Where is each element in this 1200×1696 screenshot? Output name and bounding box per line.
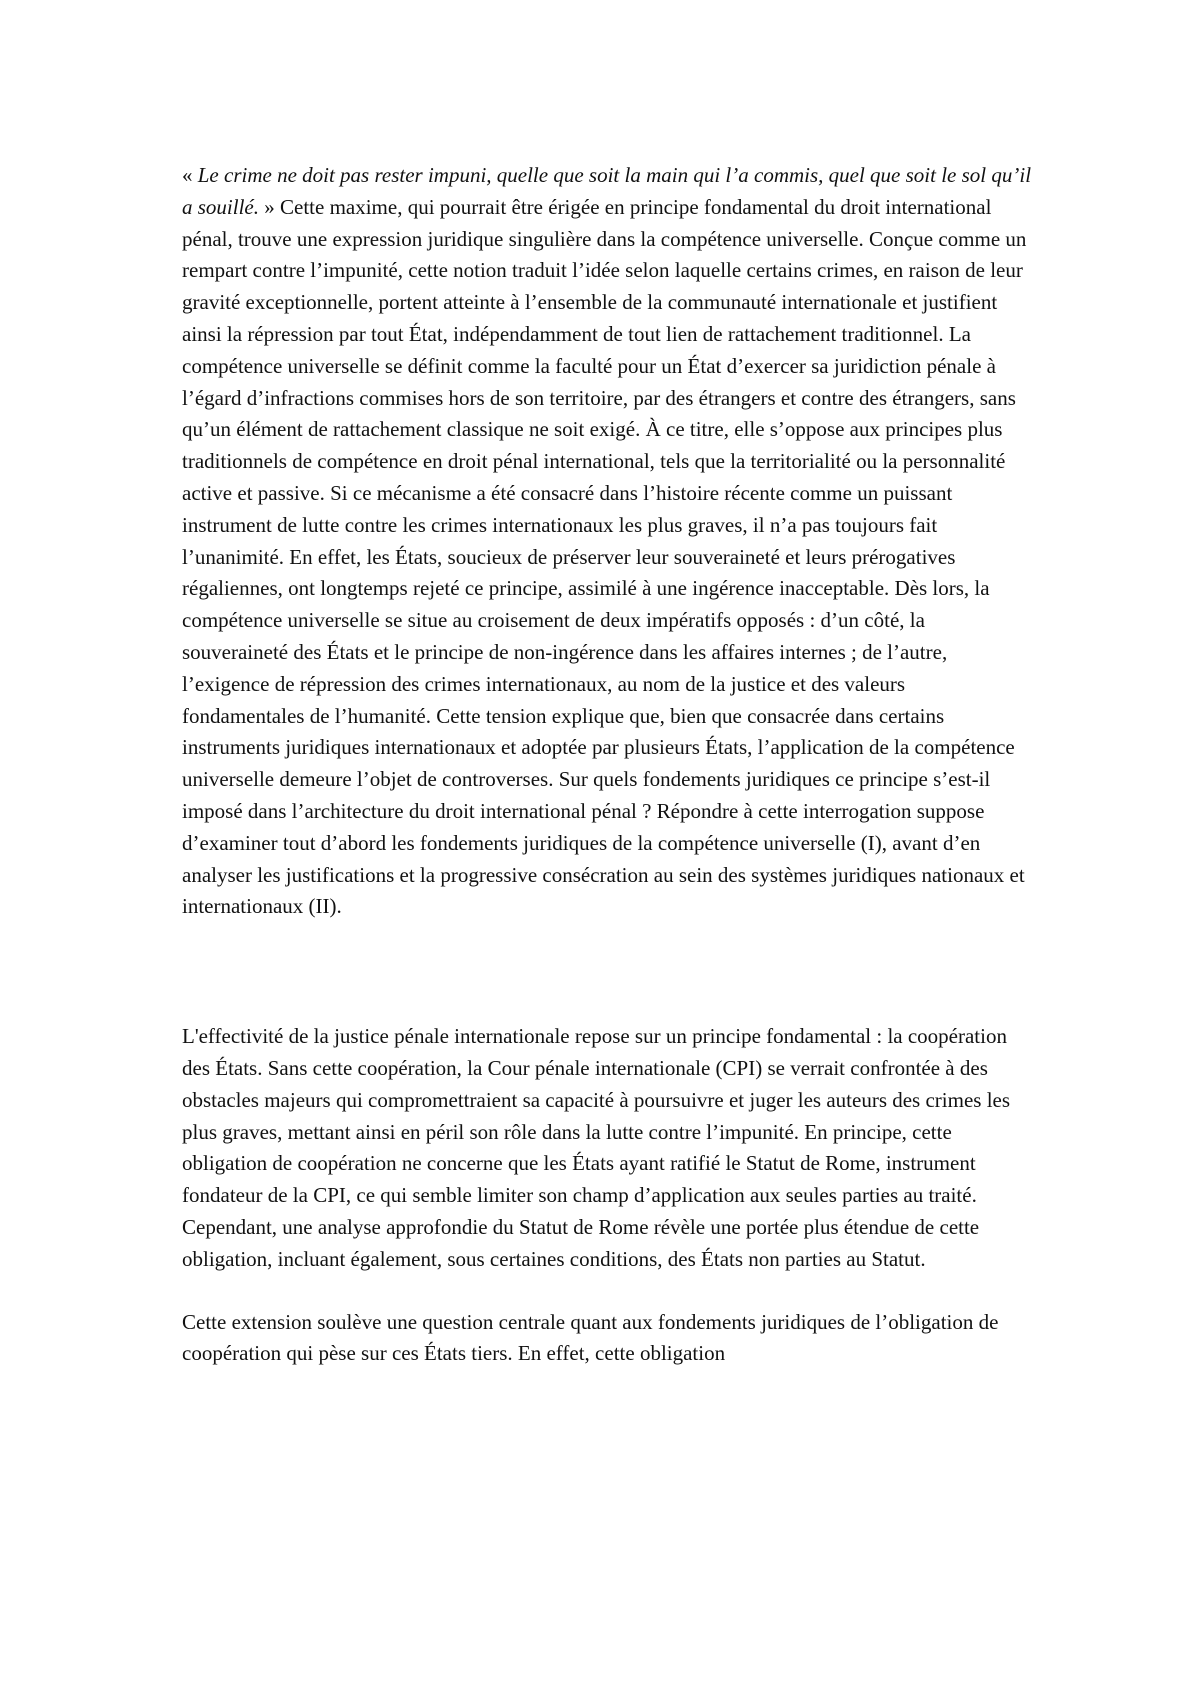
extension-paragraph: Cette extension soulève une question centrale quant aux fondements juridiques de l’obligation de coopération qui pèse sur ces États tiers. En effet, cette obligation — [182, 1309, 999, 1366]
open-guillemet: « — [182, 163, 198, 187]
document-page — [182, 160, 1032, 1370]
quote-text: Le crime ne doit pas rester impuni, quelle que soit la main qui l’a commis, quel que soit le sol qu’il a souillé. — [182, 163, 1032, 219]
intro-paragraph — [182, 160, 1032, 923]
paragraph-spacer — [182, 1276, 1032, 1307]
cooperation-paragraph: L'effectivité de la justice pénale internationale repose sur un principe fondamental : la coopération des États. Sans cette coopération, la Cour pénale internationale (CPI) se verrait confrontée à des obstacles majeurs qui compromettraient sa capacité à poursuivre et juger les auteurs des crimes les plus graves, mettant ainsi en péril son rôle dans la lutte contre l’impunité. En principe, cette obligation de coopération ne concerne que les États ayant ratifié le Statut de Rome, instrument fondateur de la CPI, ce qui semble limiter son champ d’application aux seules parties au traité. Cependant, une analyse approfondie du Statut de Rome révèle une portée plus étendue de cette obligation, incluant également, sous certaines conditions, des États non parties au Statut. — [182, 1024, 1011, 1271]
intro-body-text: Cette maxime, qui pourrait être érigée en principe fondamental du droit international pénal, trouve une expression juridique singulière dans la compétence universelle. Conçue comme un rempart contre l’impunité, cette notion traduit l’idée selon laquelle certains crimes, en raison de leur gravité exceptionnelle, portent atteinte à l’ensemble de la communauté internationale et justifient ainsi la répression par tout État, indépendamment de tout lien de rattachement traditionnel. La compétence universelle se définit comme la faculté pour un État d’exercer sa juridiction pénale à l’égard d’infractions commises hors de son territoire, par des étrangers et contre des étrangers, sans qu’un élément de rattachement classique ne soit exigé. À ce titre, elle s’oppose aux principes plus traditionnels de compétence en droit pénal international, tels que la territorialité ou la personnalité active et passive. Si ce mécanisme a été consacré dans l’histoire récente comme un puissant instrument de lutte contre les crimes internationaux les plus graves, il n’a pas toujours fait l’unanimité. En effet, les États, soucieux de préserver leur souveraineté et leurs prérogatives régaliennes, ont longtemps rejeté ce principe, assimilé à une ingérence inacceptable. Dès lors, la compétence universelle se situe au croisement de deux impératifs opposés : d’un côté, la souveraineté des États et le principe de non-ingérence dans les affaires internes ; de l’autre, l’exigence de répression des crimes internationaux, au nom de la justice et des valeurs fondamentales de l’humanité. Cette tension explique que, bien que consacrée dans certains instruments juridiques internationaux et adoptée par plusieurs États, l’application de la compétence universelle demeure l’objet de controverses. Sur quels fondements juridiques ce principe s’est-il imposé dans l’architecture du droit international pénal ? Répondre à cette interrogation suppose d’examiner tout d’abord les fondements juridiques de la compétence universelle (I), avant d’en analyser les justifications et la progressive consécration au sein des systèmes juridiques nationaux et internationaux (II). — [182, 194, 1027, 919]
close-guillemet: » — [259, 194, 275, 219]
